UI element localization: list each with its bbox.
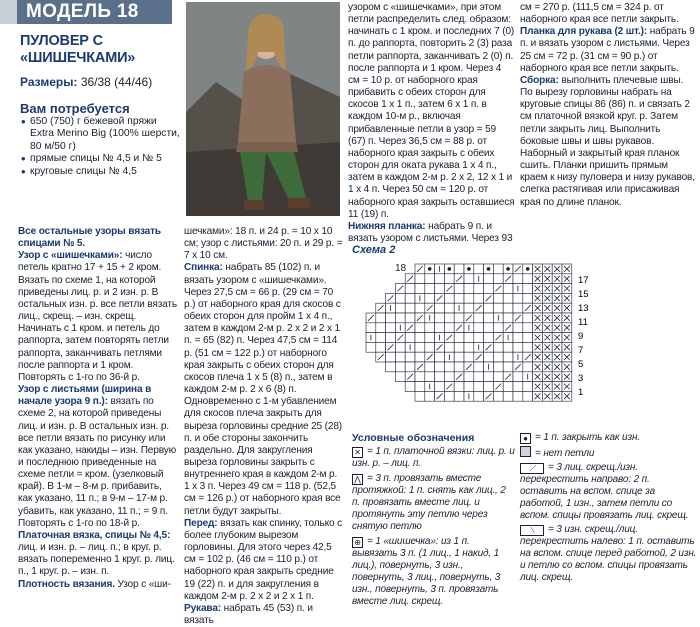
chart-cell (425, 372, 435, 382)
chart-cell (474, 293, 484, 303)
chart-cell (386, 323, 396, 333)
chart-cell (395, 293, 405, 303)
garter-stitch-icon: ✕ (352, 447, 363, 458)
chart-cell (474, 284, 484, 294)
chart-cell (366, 323, 376, 333)
chart-cell (425, 293, 435, 303)
chart-cell (425, 362, 435, 372)
chart-cell (415, 372, 425, 382)
chart-cell (503, 342, 513, 352)
legend-cross-right-text: = 3 лиц. скрещ./изн. перекрестить направо: 2 п. оставить на вспом. спице за работой, 1 изн., затем петли со вспом. спицы провязать лиц. скрещ. (520, 462, 689, 521)
chart-cell (425, 333, 435, 343)
chart-cell (523, 293, 533, 303)
chart-cell (395, 352, 405, 362)
materials-title: Вам потребуется (20, 101, 130, 116)
chart-cell (444, 342, 454, 352)
legend-bindoff-text: = 1 п. закрыть как изн. (535, 432, 640, 443)
bottom-band-text: набрать 9 п. и вязать узором с листьями. Через 93 (348, 220, 513, 244)
chart-cell (464, 293, 474, 303)
chart-cell (493, 391, 503, 401)
chart-cell (425, 274, 435, 284)
bind-off-mark (428, 267, 432, 271)
chart-row-label-18: 18 (395, 263, 407, 274)
chart-cell (405, 352, 415, 362)
chart-cell (493, 362, 503, 372)
chart-cell (444, 323, 454, 333)
chart-cell (474, 372, 484, 382)
chart-cell (474, 333, 484, 343)
bobble-pattern-text: число петель кратно 17 + 15 + 2 кром. Вязать по схеме 1, на которой приведены лиц. р. и 2 изн. р. В остальных изн. р. все петли вязать лиц., скрещ. – изн. скрещ. Начинать с 1 кром. и петель до раппорта, затем повторять петли раппорта, заканчивать петлями после раппорта и 1 кром. Повторять с 1-го по 36-й р. (18, 250, 177, 383)
column-1-text (18, 226, 178, 591)
chart-cell (454, 264, 464, 274)
bind-off-icon: ● (520, 433, 531, 444)
chart-cell (503, 313, 513, 323)
chart-row-label-11: 11 (578, 317, 588, 328)
chart-cell (395, 342, 405, 352)
knitting-chart (352, 258, 602, 418)
bottom-band-heading: Нижняя планка: (348, 220, 426, 232)
chart-cell (395, 372, 405, 382)
chart-cell (395, 313, 405, 323)
chart-cell (523, 323, 533, 333)
scheme-title: Схема 2 (352, 244, 396, 256)
chart-cell (464, 274, 474, 284)
chart-cell (464, 284, 474, 294)
chart-cell (425, 391, 435, 401)
bobble-icon: ⊕ (352, 537, 363, 548)
chart-cell (484, 382, 494, 392)
chart-cell (474, 391, 484, 401)
chart-cell (484, 372, 494, 382)
chart-cell (523, 342, 533, 352)
chart-cell (415, 333, 425, 343)
material-circular-needles: • круговые спицы № 4,5 (20, 166, 180, 178)
intro-block (20, 33, 180, 178)
chart-cell (474, 323, 484, 333)
gauge-continued: шечками»: 18 п. и 24 р. = 10 х 10 см; узор с листьями: 20 п. и 29 р. = 7 х 10 см. (184, 226, 343, 262)
front-text: вязать как спинку, только с более глубоким вырезом горловины. Для этого через 42,5 см = 102 р. (46 см = 110 р.) от наборного края закрыть средние 19 (22) п. и для закругления в каждом 2-м р. 2 х 2 и 2 х 1 п. (184, 517, 342, 602)
chart-cell (464, 342, 474, 352)
chart-cell (376, 323, 386, 333)
chart-cell (513, 323, 523, 333)
page-title: ПУЛОВЕР С «ШИШЕЧКАМИ» (20, 33, 136, 66)
chart-cell (405, 362, 415, 372)
chart-cell (503, 303, 513, 313)
chart-cell (444, 372, 454, 382)
chart-cell (425, 284, 435, 294)
sleeve-continued: узором с «шишечками», при этом петли распределить след. образом: начинать с 1 кром. и последних 7 (0) п. до раппорта, повторить 2 (3) раза петли раппорта, заканчивать 2 (0) п. после раппорта и 1 кром. Через 4 см = 10 р. от наборного края прибавить с обеих сторон для скосов 1 х 1 п., затем 6 х 1 п. в каждом 10-м р., включая прибавленные петли в узор = 59 (67) п. Через 36,5 см = 88 р. от наборного края закрыть с обеих сторон для оката рукава 1 х 4 п., затем в каждом 2-м р. 2 х 2, 12 х 1 и 1 х 4 п. Через 50 см = 120 р. от наборного края закрыть оставшиеся 11 (19) п. (348, 2, 515, 220)
chart-cell (415, 391, 425, 401)
legend-bobble-text: = 1 «шишечка»: из 1 п. вывязать 3 п. (1 лиц., 1 накид, 1 лиц.), повернуть, 3 изн., повернуть, 3 лиц., повернуть, 3 изн., повернуть, 3 п. провязать вместе лиц. скрещ. (352, 536, 501, 607)
chart-row-label-9: 9 (578, 331, 584, 342)
chart-cell (444, 391, 454, 401)
chart-cell (523, 362, 533, 372)
chart-cell (415, 382, 425, 392)
chart-cell (523, 284, 533, 294)
front-heading: Перед: (184, 517, 218, 529)
chart-cell (405, 333, 415, 343)
chart-row-labels (578, 275, 589, 398)
chart-cell (454, 293, 464, 303)
chart-cell (395, 303, 405, 313)
chart-cell (435, 372, 445, 382)
chart-cell (513, 391, 523, 401)
chart-cell (513, 274, 523, 284)
chart-cell (484, 323, 494, 333)
chart-cell (454, 284, 464, 294)
bind-off-mark (526, 267, 530, 271)
chart-cell (376, 342, 386, 352)
chart-cell (425, 323, 435, 333)
assembly-heading: Сборка: (520, 74, 559, 86)
legend-title: Условные обозначения (352, 432, 475, 444)
model-photo (186, 2, 340, 216)
chart-cell (484, 274, 494, 284)
chart-cell (444, 274, 454, 284)
chart-cell (454, 342, 464, 352)
chart-cell (386, 313, 396, 323)
chart-cell (415, 303, 425, 313)
chart-cell (425, 342, 435, 352)
chart-cell (464, 303, 474, 313)
chart-cell (513, 382, 523, 392)
chart-cell (474, 362, 484, 372)
gauge-text: Узор с «ши- (114, 578, 171, 590)
chart-cell (484, 303, 494, 313)
chart-cell (435, 352, 445, 362)
column-2-text (184, 226, 344, 627)
legend-right (520, 432, 698, 584)
chart-cell (435, 362, 445, 372)
chart-cell (493, 342, 503, 352)
sizes-value: 36/38 (44/46) (80, 75, 153, 89)
chart-row-label-13: 13 (578, 303, 589, 314)
chart-cell (444, 362, 454, 372)
chart-cell (513, 342, 523, 352)
chart-cell (484, 333, 494, 343)
chart-cell (454, 391, 464, 401)
chart-cell (513, 303, 523, 313)
chart-cell (415, 284, 425, 294)
chart-cell (493, 352, 503, 362)
chart-cell (484, 313, 494, 323)
chart-cell (513, 293, 523, 303)
bind-off-mark (467, 267, 471, 271)
chart-cell (493, 293, 503, 303)
chart-cell (493, 274, 503, 284)
back-heading: Спинка: (184, 262, 223, 274)
chart-cell (435, 274, 445, 284)
sleeve-band-heading: Планка для рукава (2 шт.): (520, 26, 648, 38)
bind-off-mark (506, 267, 510, 271)
chart-cell (454, 382, 464, 392)
chart-cell (503, 284, 513, 294)
material-needles: • прямые спицы № 4,5 и № 5 (20, 153, 180, 165)
garter-stitch-heading: Платочная вязка, спицы № 4,5: (18, 529, 171, 541)
chart-cell (454, 333, 464, 343)
chart-cell (444, 293, 454, 303)
chart-cell (405, 313, 415, 323)
chart-cell (493, 323, 503, 333)
chart-cell (444, 303, 454, 313)
chart-cell (464, 382, 474, 392)
column-4-text (520, 2, 698, 209)
chart-cell (503, 362, 513, 372)
chart-row-label-3: 3 (578, 373, 584, 384)
sleeves-text: набрать 45 (53) п. и вязать (184, 602, 313, 626)
cross-left-icon: ⟍ (520, 525, 544, 536)
chart-cell (484, 284, 494, 294)
chart-cell (493, 264, 503, 274)
k3tog-icon: ⋀ (352, 474, 363, 485)
chart-cell (513, 333, 523, 343)
chart-cell (513, 372, 523, 382)
chart-cell (415, 274, 425, 284)
chart-cell (435, 382, 445, 392)
column-3-text (348, 2, 515, 245)
sizes-label: Размеры: (20, 75, 78, 89)
no-stitch-icon (520, 446, 531, 457)
chart-cell (405, 284, 415, 294)
material-yarn: • 650 (750) г бежевой пряжи Extra Merino Big (100% шерсти, 80 м/50 г) (20, 116, 180, 153)
chart-cell (503, 391, 513, 401)
model-photo-illustration (186, 2, 340, 216)
chart-cell (435, 313, 445, 323)
cross-right-icon: ⟋ (520, 463, 544, 474)
model-header: МОДЕЛЬ 18 (0, 0, 172, 24)
chart-cell (405, 382, 415, 392)
chart-cell (484, 352, 494, 362)
chart-cell (376, 313, 386, 323)
chart-cell (415, 323, 425, 333)
legend-left (352, 446, 516, 608)
chart-grid (366, 264, 572, 401)
chart-cell (464, 372, 474, 382)
chart-cell (454, 313, 464, 323)
back-text: набрать 85 (102) п. и вязать узором с «шишечками». Через 27,5 см = 66 р. (29 см = 70 р.) от наборного края для скосов с обеих сторон для пройм 1 х 4 п., затем в каждом 2-м р. 2 х 2 и 2 х 1 п. = 65 (82) п. Через 47,5 см = 114 р. (51 см = 122 р.) от наборного края закрыть с обеих сторон для скосов плеча 1 х 5 (8) п., затем в каждом 2-м р. 2 х 6 (8) п. Одновременно с 1-м убавлением для скосов плеча закрыть для выреза горловины средние 25 (28) п. и обе стороны закончить раздельно. Для закругления выреза горловины закрыть с внутреннего края в каждом 2-м р. 1 х 3 п. Через 49 см = 118 р. (52,5 см = 126 р.) от наборного края все петли будут закрыты. (184, 262, 343, 517)
sleeves-heading: Рукава: (184, 602, 222, 614)
chart-cell (435, 284, 445, 294)
chart-cell (523, 333, 533, 343)
other-patterns-note: Все остальные узоры вязать спицами № 5. (18, 226, 161, 250)
chart-cell (503, 382, 513, 392)
chart-cell (386, 352, 396, 362)
garter-stitch-text: лиц. и изн. р. – лиц. п.; в круг. р. вязать попеременно 1 круг. р. лиц. п., 1 круг. р. – изн. п. (18, 542, 175, 578)
chart-cell (464, 352, 474, 362)
chart-cell (523, 313, 533, 323)
legend-k3tog-text: = 3 п. провязать вместе протяжкой: 1 п. снять как лиц., 2 п. провязать вместе лиц. и протянуть эту петлю через снятую петлю (352, 473, 506, 532)
chart-cell (435, 323, 445, 333)
chart-cell (464, 333, 474, 343)
chart-row-label-15: 15 (578, 289, 589, 300)
chart-row-label-7: 7 (578, 345, 584, 356)
sleeve-band-text: набрать 9 п. и вязать узором с листьями. Через 25 см = 72 р. (31 см = 90 р.) от наборного края все петли закрыть. (520, 26, 695, 74)
bottom-band-continued: см = 270 р. (111,5 см = 324 р. от наборного края все петли закрыть. (520, 2, 679, 26)
chart-cell (503, 293, 513, 303)
chart-cell (405, 303, 415, 313)
legend-no-stitch-text: = нет петли (535, 448, 595, 459)
chart-cell (395, 362, 405, 372)
chart-cell (493, 372, 503, 382)
chart-cell (454, 352, 464, 362)
legend-cross-left-text: = 3 изн. скрещ./лиц. перекрестить налево: 1 п. оставить на вспом. спице перед работой, 2 изн. и петлю со вспом. спицы провязать лиц. скрещ. (520, 524, 697, 583)
chart-cell (523, 391, 533, 401)
chart-cell (493, 303, 503, 313)
gauge-heading: Плотность вязания. (18, 578, 115, 590)
chart-cell (474, 382, 484, 392)
chart-cell (366, 342, 376, 352)
chart-cell (523, 274, 533, 284)
leaf-pattern-heading: Узор с листьями (ширина в начале узора 9 п.): (18, 384, 152, 408)
chart-row-label-17: 17 (578, 275, 589, 286)
chart-cell (474, 264, 484, 274)
chart-row-label-5: 5 (578, 359, 584, 370)
chart-cell (415, 342, 425, 352)
chart-cell (386, 362, 396, 372)
chart-cell (474, 313, 484, 323)
assembly-text: выполнить плечевые швы. По вырезу горловины набрать на круговые спицы 86 (86) п. и связать 2 см платочной вязкой круг. р. Затем петли закрыть лиц. Выполнить боковые швы и швы рукавов. Наборный и закрытый края планок сшить. Планки пришить прямым краем к низу пуловера и низу рукавов, слегка растягивая или присаживая края по длине планок. (520, 74, 695, 208)
leaf-pattern-text: вязать по схеме 2, на которой приведены лиц. и изн. р. В остальных изн. р. все петли вязать по рисунку или как указано, накиды – изн. Первую и последнюю приведенные на схеме петли = кром. (узелковый край). В 1-м – 8-м р. прибавить, как указано, 11 п.; в 9-м – 17-м р. убавить, как указано, 11 п.; = 9 п. Повторять с 1-го по 18-й р. (18, 396, 177, 529)
chart-cell (503, 352, 513, 362)
chart-cell (435, 303, 445, 313)
chart-cell (523, 382, 533, 392)
chart-row-label-1: 1 (578, 387, 584, 398)
bind-off-mark (448, 267, 452, 271)
chart-cell (386, 333, 396, 343)
bobble-pattern-heading: Узор с «шишечками»: (18, 250, 123, 262)
bind-off-mark (487, 267, 491, 271)
chart-cell (444, 313, 454, 323)
chart-cell (405, 293, 415, 303)
chart-cell (454, 362, 464, 372)
chart-cell (376, 333, 386, 343)
chart-cell (415, 352, 425, 362)
sizes-line (20, 75, 180, 89)
legend-garter-text: = 1 п. платочной вязки: лиц. р. и изн. р. – лиц. п. (352, 446, 515, 469)
